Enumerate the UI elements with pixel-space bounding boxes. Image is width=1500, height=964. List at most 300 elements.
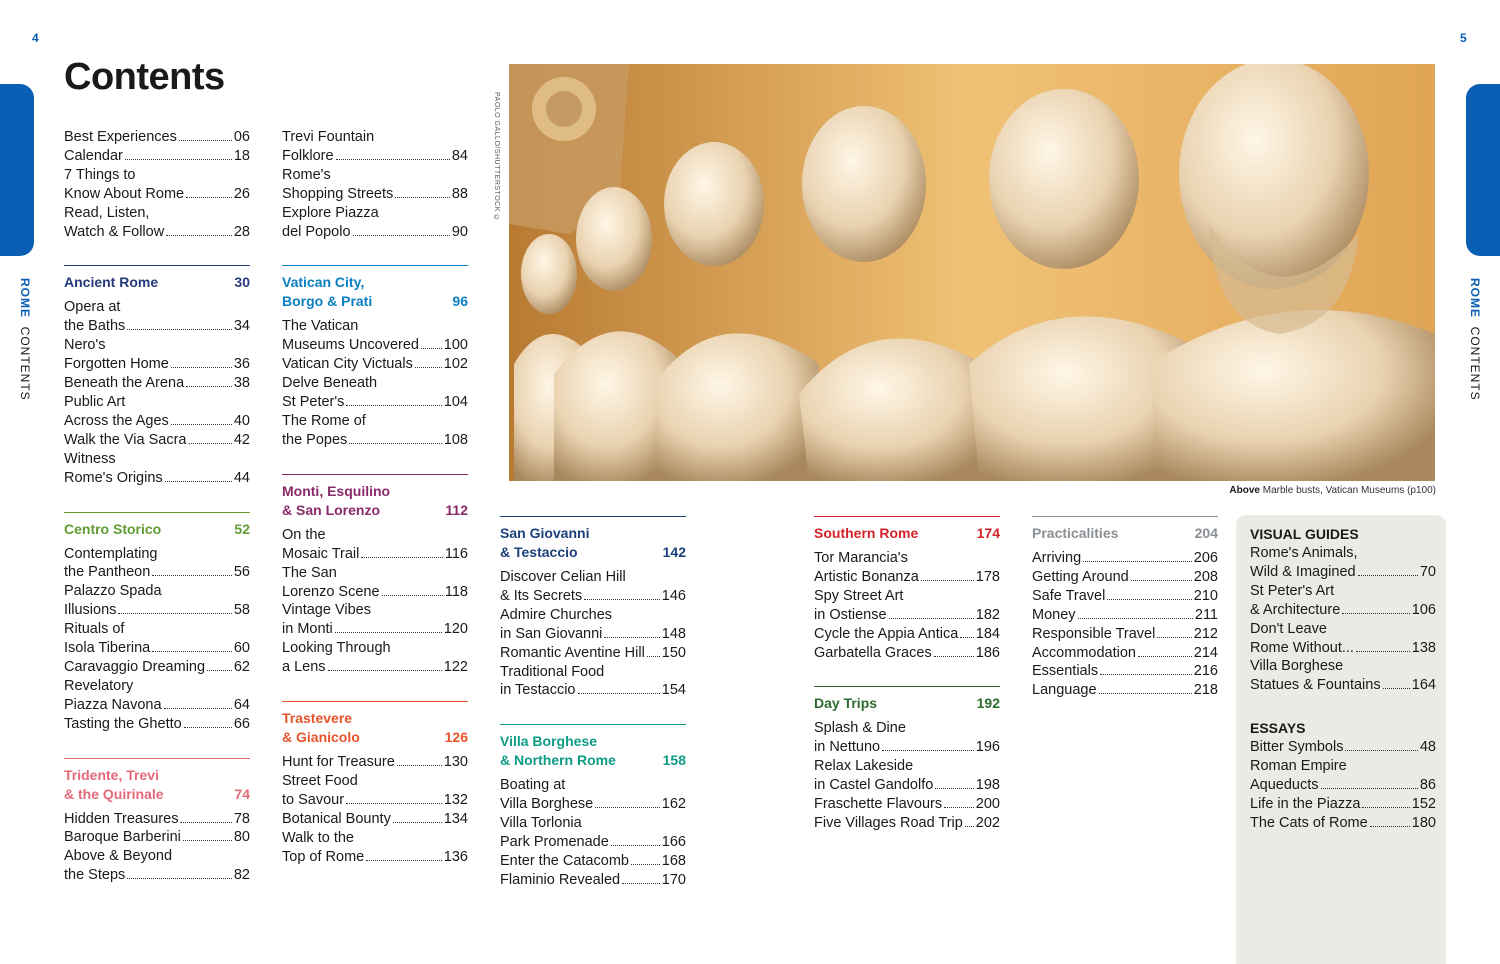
- dot-leader: [1383, 688, 1410, 689]
- toc-entry[interactable]: [64, 677, 250, 715]
- dot-leader: [604, 637, 659, 638]
- visual-guides-list: [1250, 544, 1436, 695]
- toc-entry-page: 148: [661, 625, 686, 642]
- toc-entry[interactable]: [64, 166, 250, 204]
- toc-entry-title: Top of Rome: [282, 848, 365, 865]
- toc-entry[interactable]: [500, 644, 686, 663]
- section-heading[interactable]: [64, 758, 250, 804]
- toc-entry-page: 26: [233, 185, 250, 202]
- dot-leader: [183, 840, 232, 841]
- section-title-line: & the Quirinale: [64, 785, 164, 802]
- toc-entry-title: Folklore: [282, 147, 334, 164]
- dot-leader: [349, 443, 441, 444]
- toc-entry-page: 06: [233, 129, 250, 145]
- toc-entry[interactable]: [1032, 662, 1218, 681]
- toc-entry-page: 34: [233, 318, 250, 335]
- toc-entry-page: 138: [1411, 639, 1436, 656]
- toc-entry-page: 48: [1419, 739, 1436, 756]
- toc-entry-page: 120: [443, 621, 468, 638]
- toc-entry-title: Beneath the Arena: [64, 375, 185, 392]
- toc-entry[interactable]: [64, 810, 250, 829]
- toc-entry[interactable]: [1250, 657, 1436, 695]
- photo-credit: PAOLO GALLO/SHUTTERSTOCK ©: [493, 92, 500, 222]
- toc-entry[interactable]: [64, 715, 250, 734]
- toc-entry-title: Bitter Symbols: [1250, 739, 1344, 756]
- toc-entry-title: Cycle the Appia Antica: [814, 625, 959, 642]
- toc-entry-line: The San: [282, 564, 337, 581]
- page-number-left: 4: [32, 31, 39, 45]
- toc-entry[interactable]: [500, 606, 686, 644]
- toc-entry-line: Discover Celian Hill: [500, 569, 626, 585]
- toc-entry-title: Life in the Piazza: [1250, 795, 1361, 812]
- dot-leader: [1358, 575, 1418, 576]
- toc-entry[interactable]: [814, 757, 1000, 795]
- toc-entry-line: Roman Empire: [1250, 758, 1347, 775]
- section-page: 112: [445, 501, 468, 518]
- toc-entry[interactable]: [1032, 549, 1218, 568]
- section-title-line: & Northern Rome: [500, 752, 616, 769]
- toc-entry-title: Mosaic Trail: [282, 545, 360, 562]
- toc-entry-page: 84: [451, 147, 468, 164]
- photo-caption: Above Marble busts, Vatican Museums (p100): [1229, 485, 1436, 496]
- toc-entry-title: The Cats of Rome: [1250, 814, 1368, 831]
- toc-entry-page: 36: [233, 356, 250, 373]
- toc-entry-page: 42: [233, 431, 250, 448]
- toc-entry-page: 132: [443, 791, 468, 808]
- toc-entry-page: 118: [444, 583, 468, 600]
- toc-entry[interactable]: [814, 814, 1000, 833]
- dot-leader: [595, 807, 660, 808]
- toc-entry[interactable]: [64, 620, 250, 658]
- dot-leader: [1157, 637, 1191, 638]
- toc-entry-title: & Its Secrets: [500, 587, 583, 604]
- toc-entry[interactable]: [282, 829, 468, 867]
- toc-entry-page: 186: [975, 644, 1000, 661]
- toc-entry-line: Delve Beneath: [282, 375, 378, 392]
- dot-leader: [179, 140, 232, 141]
- toc-entry-line: Traditional Food: [500, 663, 605, 680]
- toc-entry-title: Arriving: [1032, 550, 1082, 566]
- toc-entry[interactable]: [64, 847, 250, 885]
- toc-entry-title: Vatican City Victuals: [282, 356, 413, 373]
- toc-entry-page: 200: [975, 796, 1000, 813]
- toc-entry-title: Baroque Barberini: [64, 829, 181, 846]
- toc-entry-page: 18: [233, 147, 250, 164]
- section-title-line: San Giovanni: [500, 525, 590, 541]
- dot-leader: [1370, 826, 1410, 827]
- toc-entry[interactable]: [282, 526, 468, 564]
- toc-entry-line: Splash & Dine: [814, 720, 906, 737]
- section-title-line: Ancient Rome: [64, 274, 159, 291]
- toc-entry[interactable]: [1032, 644, 1218, 663]
- section-page: 126: [444, 729, 468, 746]
- dot-leader: [366, 860, 442, 861]
- toc-entry-title: Flaminio Revealed: [500, 871, 621, 888]
- dot-leader: [184, 727, 232, 728]
- section-heading[interactable]: [64, 512, 250, 539]
- toc-entry-line: Explore Piazza: [282, 204, 379, 221]
- toc-entry-line: Trevi Fountain: [282, 129, 375, 145]
- toc-entry[interactable]: [64, 545, 250, 583]
- toc-entry[interactable]: [1250, 738, 1436, 757]
- toc-entry[interactable]: [282, 128, 468, 166]
- toc-entry-title: Watch & Follow: [64, 223, 165, 240]
- dot-leader: [189, 443, 232, 444]
- section-heading[interactable]: [500, 516, 686, 562]
- toc-entry-page: 58: [233, 602, 250, 619]
- toc-entry[interactable]: [500, 852, 686, 871]
- toc-entry[interactable]: [1250, 620, 1436, 658]
- toc-entry[interactable]: [1032, 587, 1218, 606]
- chapter-tab-left: [0, 84, 34, 256]
- section-trastevere: [282, 701, 468, 866]
- toc-entry-line: Boating at: [500, 777, 566, 794]
- toc-entry-title: in Monti: [282, 621, 333, 638]
- toc-entry[interactable]: [64, 828, 250, 847]
- dot-leader: [1345, 750, 1417, 751]
- section-villa-borghese: [500, 724, 686, 889]
- toc-entry-title: Walk the Via Sacra: [64, 431, 187, 448]
- toc-entry-title: Villa Borghese: [500, 796, 594, 813]
- toc-entry-line: Relax Lakeside: [814, 758, 914, 775]
- section-vatican: [282, 265, 468, 449]
- toc-entry-line: Read, Listen,: [64, 204, 150, 221]
- toc-entry[interactable]: [64, 374, 250, 393]
- toc-entry-title: Caravaggio Dreaming: [64, 658, 206, 675]
- toc-entry-title: St Peter's: [282, 394, 345, 411]
- toc-entry[interactable]: [1250, 814, 1436, 833]
- toc-entry-page: 106: [1411, 601, 1436, 618]
- section-page: 74: [234, 785, 250, 802]
- intro-list: [64, 128, 250, 241]
- toc-entry-line: Rome's: [282, 166, 331, 183]
- toc-entry-page: 62: [233, 658, 250, 675]
- dot-leader: [965, 826, 974, 827]
- toc-entry-page: 184: [975, 625, 1000, 642]
- toc-entry[interactable]: [1250, 757, 1436, 795]
- toc-entry-title: Money: [1032, 606, 1076, 623]
- toc-entry-title: Accommodation: [1032, 644, 1136, 661]
- toc-entry-title: in Testaccio: [500, 682, 576, 699]
- toc-entry[interactable]: [814, 795, 1000, 814]
- toc-entry-title: in San Giovanni: [500, 625, 603, 642]
- toc-entry-page: 146: [661, 587, 686, 604]
- section-title-line: Borgo & Prati: [282, 293, 373, 310]
- toc-entry-page: 130: [443, 754, 468, 771]
- toc-entry-title: Aqueducts: [1250, 777, 1319, 794]
- toc-entry-page: 198: [975, 777, 1000, 794]
- toc-entry[interactable]: [814, 644, 1000, 663]
- toc-entry-title: Getting Around: [1032, 568, 1129, 585]
- toc-entry-title: Best Experiences: [64, 129, 177, 145]
- dot-leader: [127, 329, 232, 330]
- dot-leader: [127, 878, 232, 879]
- section-heading[interactable]: [282, 474, 468, 520]
- toc-entry-page: 64: [233, 696, 250, 713]
- toc-entry[interactable]: [64, 393, 250, 431]
- section-page: 204: [1194, 525, 1218, 541]
- toc-entry-title: Hidden Treasures: [64, 810, 179, 827]
- toc-entry-page: 60: [233, 640, 250, 657]
- toc-entry-title: the Pantheon: [64, 564, 151, 581]
- dot-leader: [395, 197, 450, 198]
- toc-entry[interactable]: [64, 128, 250, 147]
- toc-entry-title: Botanical Bounty: [282, 810, 391, 827]
- page-title: Contents: [64, 56, 225, 98]
- toc-entry[interactable]: [282, 564, 468, 602]
- toc-entry-page: 162: [661, 796, 686, 813]
- section-heading[interactable]: [1032, 516, 1218, 543]
- dot-leader: [165, 481, 232, 482]
- toc-entry[interactable]: [1032, 681, 1218, 700]
- section-southern-rome: [814, 516, 1000, 662]
- section-title-line: Vatican City,: [282, 274, 365, 291]
- toc-entry-title: in Ostiense: [814, 606, 887, 623]
- toc-entry[interactable]: [500, 776, 686, 814]
- section-heading[interactable]: [282, 701, 468, 747]
- section-title-line: & Testaccio: [500, 544, 578, 560]
- toc-entry-title: Language: [1032, 682, 1097, 699]
- section-heading[interactable]: [500, 724, 686, 770]
- toc-entry-page: 150: [661, 644, 686, 661]
- dot-leader: [944, 807, 974, 808]
- toc-entry-page: 38: [233, 375, 250, 392]
- toc-entry-page: 180: [1411, 814, 1436, 831]
- dot-leader: [361, 557, 443, 558]
- toc-entry-line: Above & Beyond: [64, 848, 173, 865]
- dot-leader: [1362, 807, 1409, 808]
- dot-leader: [1099, 693, 1192, 694]
- toc-entry[interactable]: [1250, 582, 1436, 620]
- toc-entry-page: 214: [1193, 644, 1218, 661]
- toc-entry[interactable]: [64, 431, 250, 450]
- toc-entry[interactable]: [282, 810, 468, 829]
- toc-entry-line: Contemplating: [64, 545, 158, 562]
- toc-entry[interactable]: [282, 374, 468, 412]
- toc-entry[interactable]: [282, 772, 468, 810]
- dot-leader: [180, 822, 231, 823]
- toc-entry[interactable]: [814, 549, 1000, 587]
- marble-busts-photo: [509, 64, 1435, 481]
- toc-entry-title: Garbatella Graces: [814, 644, 932, 661]
- toc-entry-title: Artistic Bonanza: [814, 568, 919, 585]
- section-heading[interactable]: [282, 265, 468, 311]
- toc-entry[interactable]: [282, 601, 468, 639]
- toc-entry[interactable]: [1250, 544, 1436, 582]
- spine-label-left: ROME CONTENTS: [18, 278, 32, 401]
- toc-entry-page: 216: [1193, 663, 1218, 680]
- toc-entry-line: Villa Borghese: [1250, 658, 1344, 675]
- toc-entry[interactable]: [282, 355, 468, 374]
- section-tridente: [64, 758, 250, 886]
- section-page: 192: [976, 695, 1000, 712]
- toc-entry-line: St Peter's Art: [1250, 582, 1335, 599]
- section-title-line: Monti, Esquilino: [282, 482, 391, 499]
- toc-entry-title: a Lens: [282, 659, 326, 676]
- section-title-line: Tridente, Trevi: [64, 766, 159, 783]
- toc-entry[interactable]: [1032, 606, 1218, 625]
- toc-entry-page: 100: [443, 337, 468, 354]
- toc-entry-page: 134: [443, 810, 468, 827]
- toc-entry-line: The Vatican: [282, 318, 359, 335]
- toc-entry-page: 212: [1193, 625, 1218, 642]
- dot-leader: [393, 822, 442, 823]
- toc-entry-line: Rome's Animals,: [1250, 545, 1358, 561]
- toc-entry-page: 44: [233, 469, 250, 486]
- toc-entry-line: Revelatory: [64, 677, 134, 694]
- toc-entry[interactable]: [64, 582, 250, 620]
- toc-entry-title: Lorenzo Scene: [282, 583, 380, 600]
- toc-entry-line: Rituals of: [64, 621, 125, 638]
- toc-entry-page: 218: [1193, 682, 1218, 699]
- spine-label-right: ROME CONTENTS: [1468, 278, 1482, 401]
- toc-entry[interactable]: [1032, 625, 1218, 644]
- essays-heading: ESSAYS: [1250, 720, 1306, 737]
- toc-entry-page: 122: [443, 659, 468, 676]
- toc-entry-page: 102: [443, 356, 468, 373]
- dot-leader: [353, 235, 450, 236]
- toc-entry[interactable]: [500, 568, 686, 606]
- toc-entry[interactable]: [500, 663, 686, 701]
- toc-entry[interactable]: [814, 625, 1000, 644]
- toc-entry-title: del Popolo: [282, 223, 351, 240]
- toc-entry[interactable]: [64, 298, 250, 336]
- toc-entry[interactable]: [1250, 795, 1436, 814]
- section-title-line: & San Lorenzo: [282, 501, 381, 518]
- toc-entry-title: Illusions: [64, 602, 117, 619]
- toc-entry-title: Hunt for Treasure: [282, 754, 395, 771]
- toc-entry[interactable]: [282, 412, 468, 450]
- section-page: 174: [976, 525, 1000, 541]
- toc-entry-page: 40: [233, 412, 250, 429]
- toc-entry[interactable]: [814, 719, 1000, 757]
- section-heading[interactable]: [814, 516, 1000, 543]
- toc-entry-line: On the: [282, 526, 326, 543]
- toc-entry[interactable]: [282, 639, 468, 677]
- toc-entry-title: Rome Without...: [1250, 639, 1354, 656]
- toc-entry-line: Public Art: [64, 393, 126, 410]
- dot-leader: [1107, 599, 1191, 600]
- toc-entry-title: Museums Uncovered: [282, 337, 419, 354]
- section-day-trips: [814, 686, 1000, 832]
- section-title-line: Centro Storico: [64, 520, 162, 537]
- toc-entry-title: Essentials: [1032, 663, 1099, 680]
- dot-leader: [382, 595, 443, 596]
- toc-entry[interactable]: [64, 450, 250, 488]
- toc-entry-line: Spy Street Art: [814, 587, 904, 604]
- toc-entry[interactable]: [282, 317, 468, 355]
- toc-entry-title: & Architecture: [1250, 601, 1341, 618]
- toc-entry[interactable]: [64, 147, 250, 166]
- section-title-line: Villa Borghese: [500, 733, 598, 750]
- dot-leader: [346, 803, 442, 804]
- toc-entry-page: 210: [1193, 587, 1218, 604]
- section-title-line: Practicalities: [1032, 525, 1119, 541]
- toc-entry-title: the Baths: [64, 318, 126, 335]
- dot-leader: [152, 575, 232, 576]
- dot-leader: [328, 670, 442, 671]
- dot-leader: [611, 845, 660, 846]
- toc-entry-page: 154: [661, 682, 686, 699]
- toc-entry[interactable]: [500, 814, 686, 852]
- dot-leader: [1138, 656, 1192, 657]
- toc-entry-page: 196: [975, 739, 1000, 756]
- section-page: 52: [234, 520, 250, 537]
- section-title-line: Trastevere: [282, 710, 353, 727]
- section-title-line: & Gianicolo: [282, 729, 360, 746]
- dot-leader: [1100, 674, 1192, 675]
- toc-entry-page: 78: [233, 810, 250, 827]
- toc-entry-page: 80: [233, 829, 250, 846]
- dot-leader: [622, 883, 660, 884]
- toc-entry-page: 28: [233, 223, 250, 240]
- toc-entry-line: Villa Torlonia: [500, 815, 582, 832]
- section-san-giovanni: [500, 516, 686, 700]
- toc-entry-title: in Nettuno: [814, 739, 881, 756]
- toc-entry-title: Rome's Origins: [64, 469, 163, 486]
- dot-leader: [578, 693, 660, 694]
- page-number-right: 5: [1460, 31, 1467, 45]
- toc-entry[interactable]: [282, 753, 468, 772]
- visual-guides-heading: VISUAL GUIDES: [1250, 526, 1359, 542]
- dot-leader: [1342, 613, 1410, 614]
- toc-entry-line: Nero's: [64, 337, 106, 354]
- toc-entry[interactable]: [500, 871, 686, 890]
- dot-leader: [421, 348, 442, 349]
- toc-entry-page: 88: [451, 185, 468, 202]
- toc-entry-page: 82: [233, 867, 250, 884]
- dot-leader: [335, 632, 442, 633]
- toc-entry-title: Piazza Navona: [64, 696, 162, 713]
- toc-entry-title: Romantic Aventine Hill: [500, 644, 645, 661]
- toc-entry-line: Admire Churches: [500, 606, 613, 623]
- toc-entry-line: Street Food: [282, 772, 358, 789]
- dot-leader: [631, 864, 660, 865]
- toc-entry-title: Isola Tiberina: [64, 640, 151, 657]
- dot-leader: [336, 159, 450, 160]
- busts-illustration: [509, 64, 1435, 481]
- toc-entry-title: Five Villages Road Trip: [814, 814, 963, 831]
- section-heading[interactable]: [64, 265, 250, 292]
- toc-entry-title: the Popes: [282, 431, 348, 448]
- section-heading[interactable]: [814, 686, 1000, 713]
- dot-leader: [171, 367, 232, 368]
- section-page: 158: [662, 752, 686, 769]
- section-page: 30: [234, 274, 250, 291]
- toc-entry[interactable]: [282, 166, 468, 204]
- dot-leader: [934, 656, 974, 657]
- dot-leader: [1131, 580, 1192, 581]
- toc-entry[interactable]: [64, 658, 250, 677]
- dot-leader: [186, 197, 232, 198]
- toc-entry-page: 168: [661, 852, 686, 869]
- dot-leader: [921, 580, 974, 581]
- toc-entry-page: 206: [1193, 550, 1218, 566]
- toc-entry[interactable]: [64, 204, 250, 242]
- toc-entry-line: Opera at: [64, 299, 121, 316]
- dot-leader: [1321, 788, 1418, 789]
- toc-entry[interactable]: [282, 204, 468, 242]
- toc-entry-page: 152: [1411, 795, 1436, 812]
- dot-leader: [118, 613, 231, 614]
- toc-entry[interactable]: [814, 587, 1000, 625]
- toc-entry-line: Palazzo Spada: [64, 583, 162, 600]
- toc-entry[interactable]: [64, 336, 250, 374]
- toc-entry[interactable]: [1032, 568, 1218, 587]
- dot-leader: [415, 367, 442, 368]
- intro-list-2: [282, 128, 468, 241]
- toc-entry-line: Tor Marancia's: [814, 550, 908, 566]
